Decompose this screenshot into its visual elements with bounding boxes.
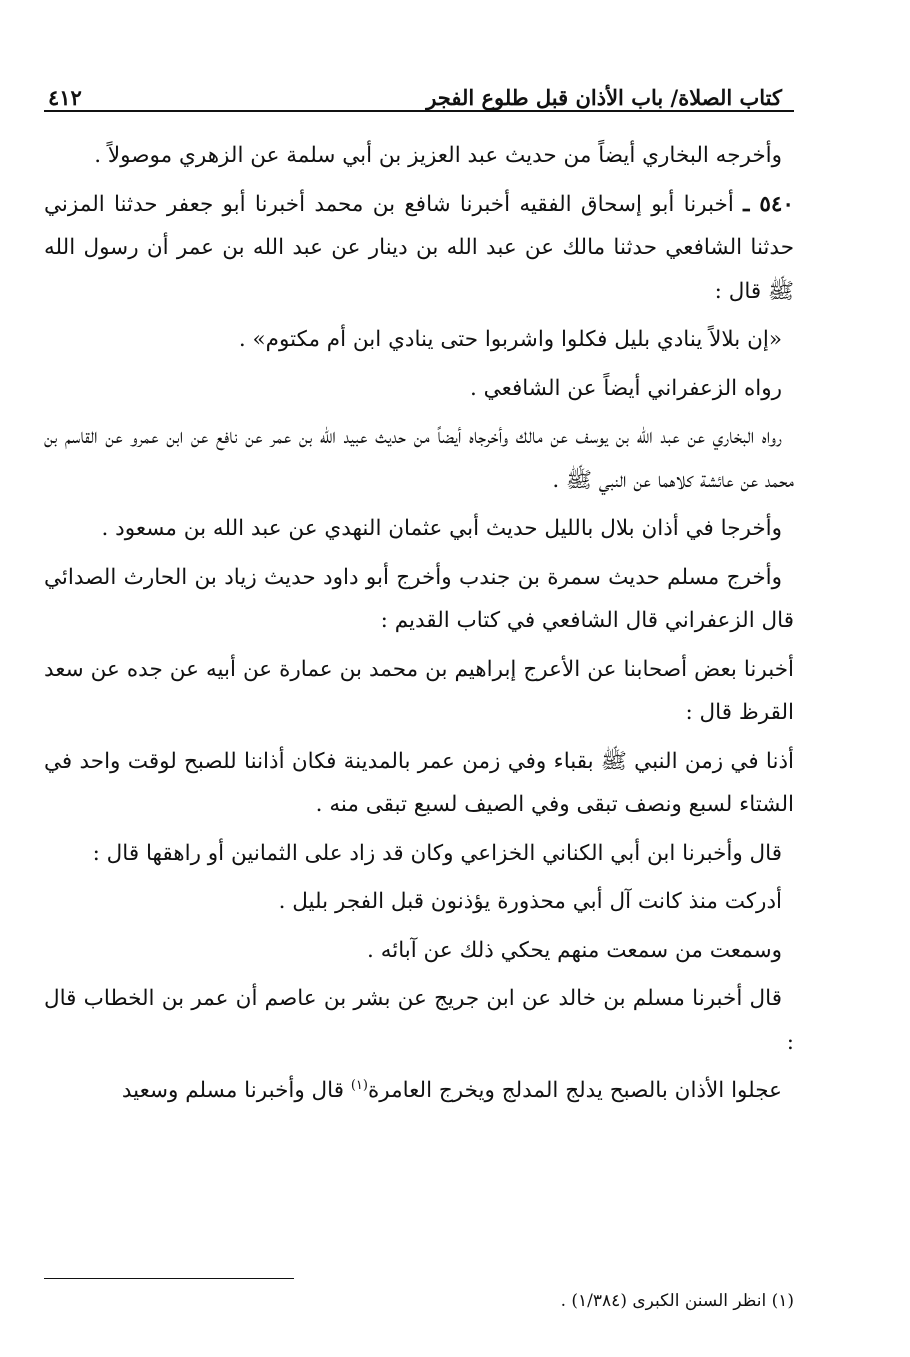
footnote-marker: (١) xyxy=(350,1077,368,1093)
paragraph: وسمعت من سمعت منهم يحكي ذلك عن آبائه . xyxy=(367,937,782,963)
paragraph: قال وأخبرنا ابن أبي الكناني الخزاعي وكان قد زاد على الثمانين أو راهقها قال : xyxy=(92,840,782,866)
paragraph: قال أخبرنا مسلم بن خالد عن ابن جريج عن بشر بن عاصم أن عمر بن الخطاب قال : xyxy=(44,986,794,1055)
paragraph: أدركت منذ كانت آل أبي محذورة يؤذنون قبل الفجر بليل . xyxy=(278,889,782,914)
page xyxy=(44,70,794,1311)
paragraph: وأخرجا في أذان بلال بالليل حديث أبي عثمان النهدي عن عبد الله بن مسعود . xyxy=(101,516,782,541)
hadith-number: ٥٤٠ ـ xyxy=(743,191,794,217)
paragraph: أخبرنا بعض أصحابنا عن الأعرج إبراهيم بن محمد بن عمارة عن أبيه عن جده عن سعد القرظ قال : xyxy=(44,656,794,725)
paragraph: رواه الزعفراني أيضاً عن الشافعي . xyxy=(469,375,782,401)
paragraph: وأخرج مسلم حديث سمرة بن جندب وأخرج أبو داود حديث زياد بن الحارث الصدائي قال الزعفراني قال الشافعي في كتاب القديم : xyxy=(44,564,794,633)
paragraph: رواه البخاري عن عبد الله بن يوسف عن مالك وأخرجاه أيضاً من حديث عبيد الله بن عمر عن نافع عن ابن عمرو عن القاسم بن محمد عن عائشة كلاهما عن النبي ﷺ . xyxy=(44,424,794,493)
paragraph: «إن بلالاً ينادي بليل فكلوا واشربوا حتى ينادي ابن أم مكتوم» . xyxy=(238,327,782,352)
footnote-divider xyxy=(44,1278,294,1279)
running-title: كتاب الصلاة/ باب الأذان قبل طلوع الفجر xyxy=(426,85,782,110)
last-paragraph-text: عجلوا الأذان بالصبح يدلج المدلج ويخرج العامرة xyxy=(367,1078,782,1103)
last-paragraph-tail: قال وأخبرنا مسلم وسعيد xyxy=(121,1078,351,1103)
paragraph: أذنا في زمن النبي ﷺ بقباء وفي زمن عمر بالمدينة فكان أذاننا للصبح لوقت واحد في الشتاء لسبع ونصف تبقى وفي الصيف لسبع تبقى منه . xyxy=(44,748,794,817)
page-number: ٤١٢ xyxy=(48,85,82,110)
hadith-paragraph xyxy=(44,183,794,314)
page-header xyxy=(44,70,794,112)
footnote: (١) انظر السنن الكبرى (١/٣٨٤) . xyxy=(560,1291,794,1311)
hadith-text: أخبرنا أبو إسحاق الفقيه أخبرنا شافع بن محمد أخبرنا أبو جعفر حدثنا المزني حدثنا الشافعي حدثنا مالك عن عبد الله بن دينار عن عبد الله بن عمر أن رسول الله ﷺ قال : xyxy=(44,191,794,304)
last-paragraph xyxy=(44,1069,794,1113)
paragraph: وأخرجه البخاري أيضاً من حديث عبد العزيز بن أبي سلمة عن الزهري موصولاً . xyxy=(94,143,782,168)
page-body xyxy=(44,134,794,1113)
